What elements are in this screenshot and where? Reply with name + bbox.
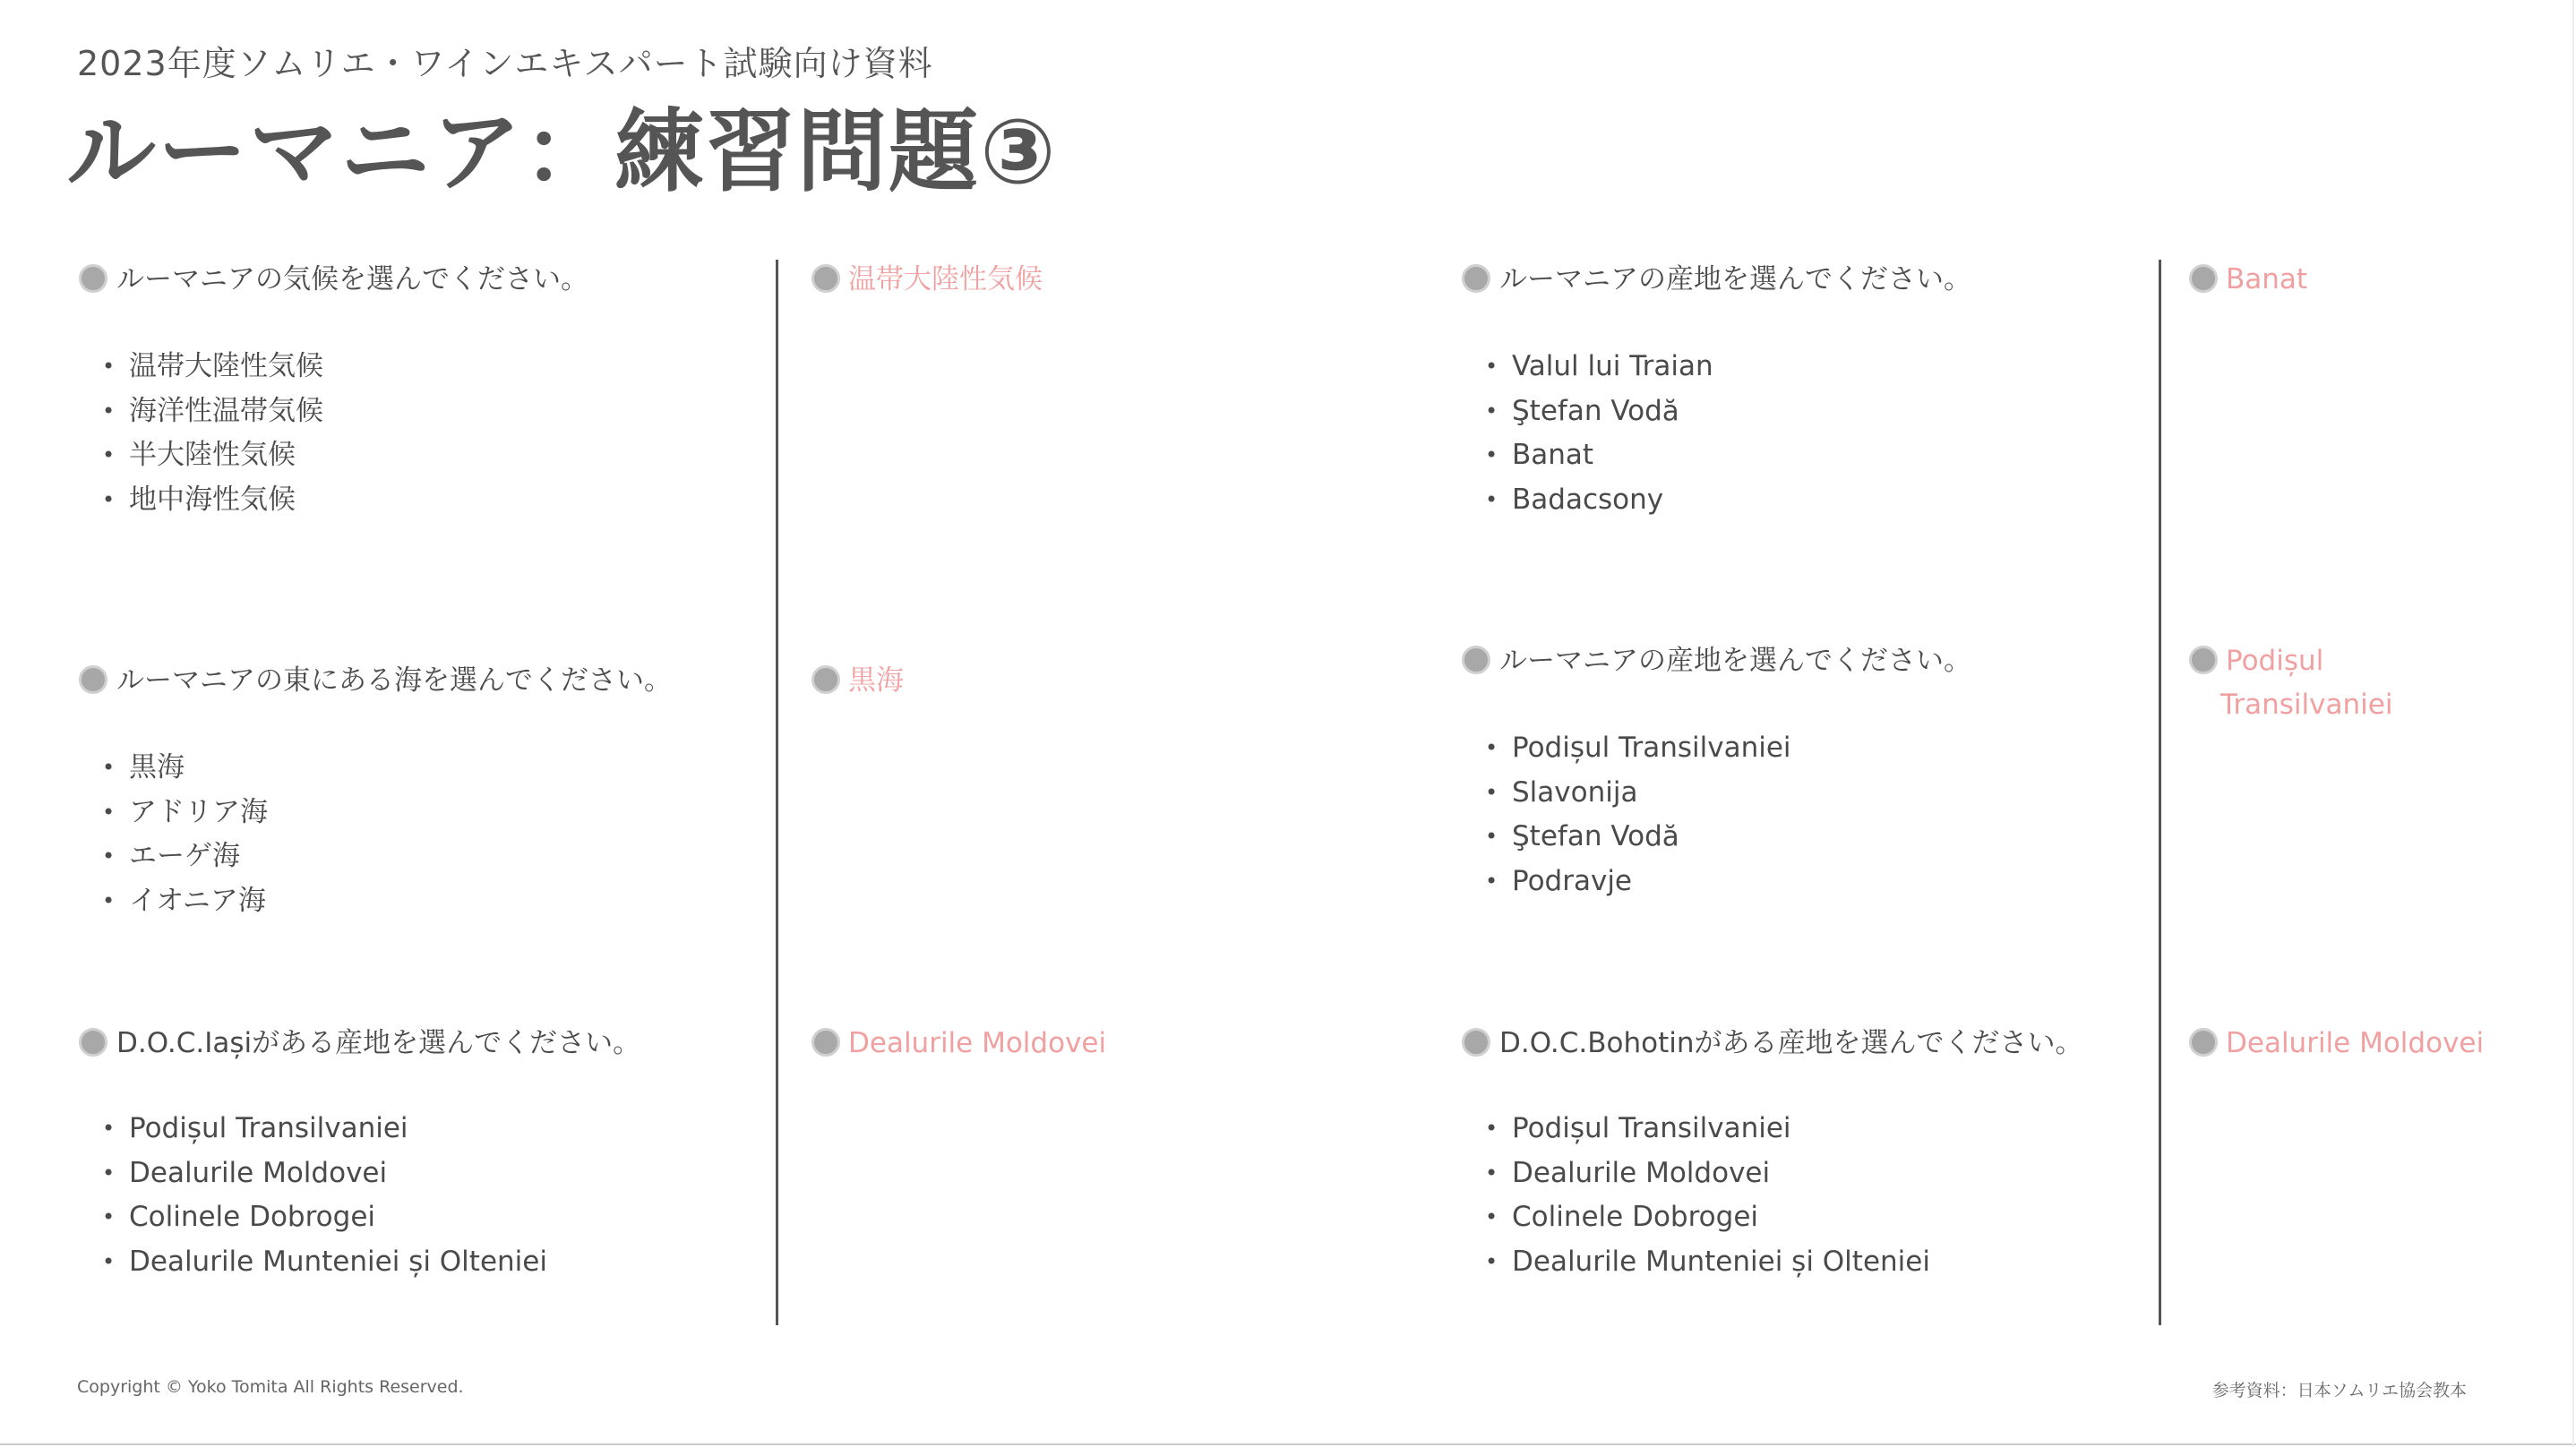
right-answer-3: Dealurile Moldovei <box>2226 1027 2485 1059</box>
option-item: • Dealurile Munteniei și Olteniei <box>102 1240 547 1285</box>
answer-marker-icon <box>811 264 840 293</box>
question-marker-icon <box>1462 646 1490 674</box>
answer-marker-icon <box>811 1028 840 1057</box>
option-item: • Dealurile Moldovei <box>102 1152 547 1196</box>
option-item: • 温帯大陸性気候 <box>102 345 323 390</box>
right-answer-1: Banat <box>2226 263 2308 295</box>
option-item: • Valul lui Traian <box>1485 345 1713 390</box>
left-answer-1: 温帯大陸性気候 <box>848 263 1043 295</box>
right-border <box>2572 0 2574 1447</box>
question-marker-icon <box>1462 264 1490 293</box>
option-item: • Colinele Dobrogei <box>1485 1195 1930 1240</box>
option-item: • Badacsony <box>1485 478 1713 523</box>
right-question-1: ルーマニアの産地を選んでください。 <box>1499 263 1971 295</box>
right-options-1 <box>1485 345 1713 522</box>
option-item: • Dealurile Moldovei <box>1485 1152 1930 1196</box>
answer-marker-icon <box>811 665 840 694</box>
right-question-3: D.O.C.Bohotinがある産地を選んでください。 <box>1499 1027 2083 1059</box>
option-item: • Podișul Transilvaniei <box>1485 726 1791 771</box>
left-answer-2: 黒海 <box>848 664 904 697</box>
option-item: • Colinele Dobrogei <box>102 1195 547 1240</box>
answer-marker-icon <box>2189 1028 2218 1057</box>
answer-marker-icon <box>2189 646 2218 674</box>
option-item: • アドリア海 <box>102 791 268 835</box>
left-answer-3: Dealurile Moldovei <box>848 1027 1107 1059</box>
bottom-border <box>0 1443 2576 1445</box>
left-options-2 <box>102 746 268 923</box>
option-item: • Banat <box>1485 433 1713 478</box>
right-answer-2-line-2: Transilvaniei <box>2220 689 2393 721</box>
question-marker-icon <box>79 264 107 293</box>
option-item: • Ştefan Vodă <box>1485 390 1713 434</box>
option-item: • Dealurile Munteniei și Olteniei <box>1485 1240 1930 1285</box>
left-question-2: ルーマニアの東にある海を選んでください。 <box>116 664 672 697</box>
option-item: • Podravje <box>1485 860 1791 904</box>
question-marker-icon <box>79 1028 107 1057</box>
question-marker-icon <box>1462 1028 1490 1057</box>
option-item: • Ştefan Vodă <box>1485 815 1791 860</box>
left-options-1 <box>102 345 323 522</box>
left-question-1: ルーマニアの気候を選んでください。 <box>116 263 588 295</box>
left-column-divider <box>776 260 778 1325</box>
right-options-3 <box>1485 1107 1930 1284</box>
copyright-text: Copyright © Yoko Tomita All Rights Reserved. <box>77 1377 464 1397</box>
right-answer-2-line-1: Podișul <box>2226 645 2324 677</box>
slide-subtitle: 2023年度ソムリエ・ワインエキスパート試験向け資料 <box>77 44 933 83</box>
option-item: • 黒海 <box>102 746 268 791</box>
question-marker-icon <box>79 665 107 694</box>
option-item: • Podișul Transilvaniei <box>102 1107 547 1152</box>
slide-title: ルーマニア：練習問題③ <box>66 99 1058 204</box>
right-question-2: ルーマニアの産地を選んでください。 <box>1499 645 1971 677</box>
left-question-3: D.O.C.Iașiがある産地を選んでください。 <box>116 1027 641 1059</box>
reference-text: 参考資料：日本ソムリエ協会教本 <box>2211 1381 2467 1400</box>
option-item: • 半大陸性気候 <box>102 433 323 478</box>
option-item: • 海洋性温帯気候 <box>102 390 323 434</box>
option-item: • Podișul Transilvaniei <box>1485 1107 1930 1152</box>
option-item: • 地中海性気候 <box>102 478 323 523</box>
option-item: • エーゲ海 <box>102 835 268 879</box>
right-column-divider <box>2159 260 2161 1325</box>
right-options-2 <box>1485 726 1791 903</box>
option-item: • Slavonija <box>1485 771 1791 816</box>
left-options-3 <box>102 1107 547 1284</box>
answer-marker-icon <box>2189 264 2218 293</box>
option-item: • イオニア海 <box>102 879 268 924</box>
